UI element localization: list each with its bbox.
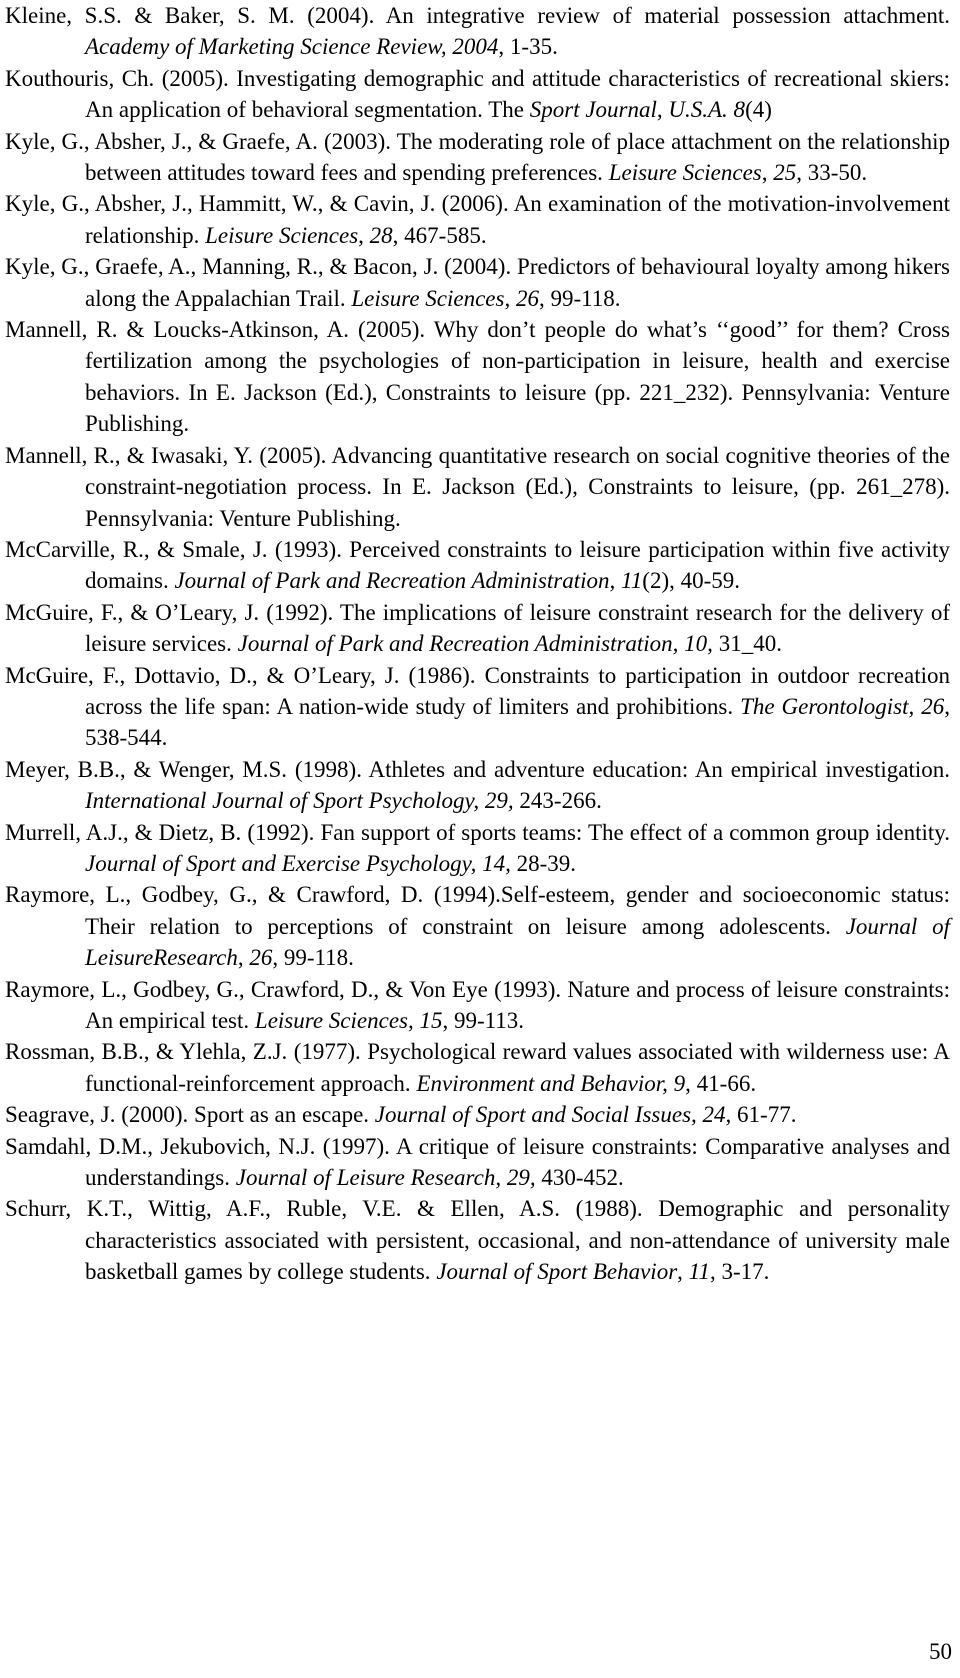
reference-text-segment: , 538-544.	[85, 693, 950, 751]
reference-entry	[5, 660, 950, 754]
reference-text-segment: Kouthouris, Ch. (2005). Investigating demographic and attitude characteristics of recreational skiers: An application of behavioral segmentation. The	[5, 65, 950, 123]
reference-text-segment: Schurr, K.T., Wittig, A.F., Ruble, V.E. & Ellen, A.S. (1988). Demographic and personality characteristics associated with persistent, occasional, and non-attendance of university male basketball games by college students.	[5, 1196, 950, 1285]
reference-text-segment: Seagrave, J. (2000). Sport as an escape.	[5, 1102, 375, 1128]
reference-text-segment: (4)	[745, 97, 772, 123]
reference-italic-segment: 25	[773, 160, 797, 186]
reference-text-segment: , 99-118.	[538, 285, 621, 311]
reference-italic-segment: Journal of Sport and Exercise Psychology, 14,	[85, 850, 511, 876]
reference-text-segment: ,	[237, 945, 250, 971]
reference-text-segment: Kleine, S.S. & Baker, S. M. (2004). An integrative review of material possession attachment.	[5, 3, 950, 28]
reference-text-segment: Meyer, B.B., & Wenger, M.S. (1998). Athletes and adventure education: An empirical investigation.	[5, 756, 950, 782]
reference-text-segment: Raymore, L., Godbey, G., & Crawford, D. (1994).Self-esteem, gender and socioeconomic status: Their relation to perceptions of constraint on leisure among adolescents.	[5, 882, 950, 939]
reference-text-segment: 28-39.	[510, 850, 577, 876]
reference-text-segment: , 33-50.	[796, 160, 868, 186]
reference-text-segment: , 99-118.	[272, 945, 354, 971]
reference-italic-segment: International Journal of Sport Psychology, 29,	[85, 788, 514, 814]
reference-text-segment: Kyle, G., Absher, J., & Graefe, A. (2003). The moderating role of place attachment on the relationship between attitudes toward fees and spending preferences.	[5, 128, 950, 186]
reference-italic-segment: Leisure Sciences, 15	[254, 1008, 443, 1033]
reference-entry	[5, 1131, 950, 1194]
reference-entry	[5, 974, 950, 1037]
reference-entry	[5, 314, 950, 440]
reference-italic-segment: Leisure Sciences	[608, 160, 762, 186]
reference-text-segment: ,	[677, 1259, 689, 1285]
reference-italic-segment: Sport Journal, U.S.A. 8	[529, 97, 746, 123]
reference-entry	[5, 1036, 950, 1099]
reference-text-segment: 243-266.	[513, 788, 602, 814]
reference-entry	[5, 597, 950, 660]
reference-text-segment: , 99-113.	[442, 1008, 525, 1033]
reference-entry	[5, 188, 950, 251]
reference-italic-segment: Academy of Marketing Science Review, 2004	[85, 34, 499, 60]
reference-entry	[5, 1099, 950, 1130]
reference-text-segment: Kyle, G., Absher, J., Hammitt, W., & Cavin, J. (2006). An examination of the motivation-involvement relationship.	[5, 191, 950, 248]
reference-entry	[5, 1193, 950, 1287]
reference-text-segment: McCarville, R., & Smale, J. (1993). Perceived constraints to leisure participation within five activity domains.	[5, 536, 950, 594]
reference-italic-segment: Leisure Sciences, 28	[205, 222, 393, 248]
reference-italic-segment: Journal of Sport Behavior	[436, 1259, 678, 1285]
reference-italic-segment: 11	[688, 1259, 710, 1285]
reference-italic-segment: Leisure Sciences, 26	[351, 285, 539, 311]
reference-entry	[5, 534, 950, 597]
reference-text-segment: 430-452.	[535, 1165, 624, 1191]
reference-italic-segment: Journal of Leisure Research, 29,	[235, 1165, 536, 1191]
reference-entry	[5, 0, 950, 63]
reference-entry	[5, 440, 950, 534]
reference-text-segment: , 3-17.	[709, 1259, 770, 1285]
reference-italic-segment: The Gerontologist, 26	[740, 693, 945, 719]
reference-italic-segment: Journal of Park and Recreation Administration, 10,	[237, 631, 713, 657]
reference-entry	[5, 251, 950, 314]
reference-entry	[5, 63, 950, 126]
reference-text-segment: (2), 40-59.	[642, 568, 741, 594]
reference-text-segment: Kyle, G., Graefe, A., Manning, R., & Bacon, J. (2004). Predictors of behavioural loyalty among hikers along the Appalachian Trail.	[5, 254, 950, 311]
reference-text-segment: Rossman, B.B., & Ylehla, Z.J. (1977). Psychological reward values associated with wilderness use: A functional-reinforcement approach.	[5, 1039, 950, 1096]
reference-text-segment: , 467-585.	[392, 222, 487, 248]
reference-text-segment: 31_40.	[712, 631, 782, 657]
reference-list	[5, 0, 950, 1288]
reference-text-segment: 61-77.	[731, 1102, 797, 1128]
reference-italic-segment: Journal of Sport and Social Issues, 24,	[374, 1102, 732, 1128]
reference-text-segment: Raymore, L., Godbey, G., Crawford, D., & Von Eye (1993). Nature and process of leisure constraints: An empirical test.	[5, 976, 950, 1033]
reference-text-segment: McGuire, F., Dottavio, D., & O’Leary, J. (1986). Constraints to participation in outdoor recreation across the life span: A nation-wide study of limiters and prohibitions.	[5, 662, 950, 719]
reference-text-segment: McGuire, F., & O’Leary, J. (1992). The implications of leisure constraint research for the delivery of leisure services.	[5, 599, 950, 657]
reference-entry	[5, 817, 950, 880]
reference-italic-segment: Environment and Behavior, 9	[416, 1070, 686, 1096]
reference-italic-segment: 26	[249, 945, 273, 971]
reference-text-segment: Mannell, R., & Iwasaki, Y. (2005). Advancing quantitative research on social cognitive theories of the constraint-negotiation process. In E. Jackson (Ed.), Constraints to leisure, (pp. 261_278). Pennsylvania: Venture Publishing.	[5, 442, 950, 531]
reference-text-segment: ,	[761, 160, 774, 186]
reference-italic-segment: Journal of LeisureResearch	[85, 913, 950, 971]
reference-text-segment: Samdahl, D.M., Jekubovich, N.J. (1997). A critique of leisure constraints: Comparative analyses and understandings.	[5, 1133, 950, 1191]
reference-text-segment: Murrell, A.J., & Dietz, B. (1992). Fan support of sports teams: The effect of a common group identity.	[5, 819, 950, 845]
reference-entry	[5, 754, 950, 817]
reference-text-segment: Mannell, R. & Loucks-Atkinson, A. (2005). Why don’t people do what’s ‘‘good’’ for them? Cross fertilization among the psychologies of non-participation in leisure, health and exercise behaviors. In E. Jackson (Ed.), Constraints to leisure (pp. 221_232). Pennsylvania: Venture Publishing.	[5, 317, 950, 437]
page-number: 50	[929, 1639, 952, 1664]
reference-text-segment: , 1-35.	[498, 34, 558, 60]
reference-italic-segment: Journal of Park and Recreation Administration, 11	[174, 568, 643, 594]
reference-entry	[5, 126, 950, 189]
reference-entry	[5, 879, 950, 973]
reference-text-segment: , 41-66.	[685, 1070, 757, 1096]
